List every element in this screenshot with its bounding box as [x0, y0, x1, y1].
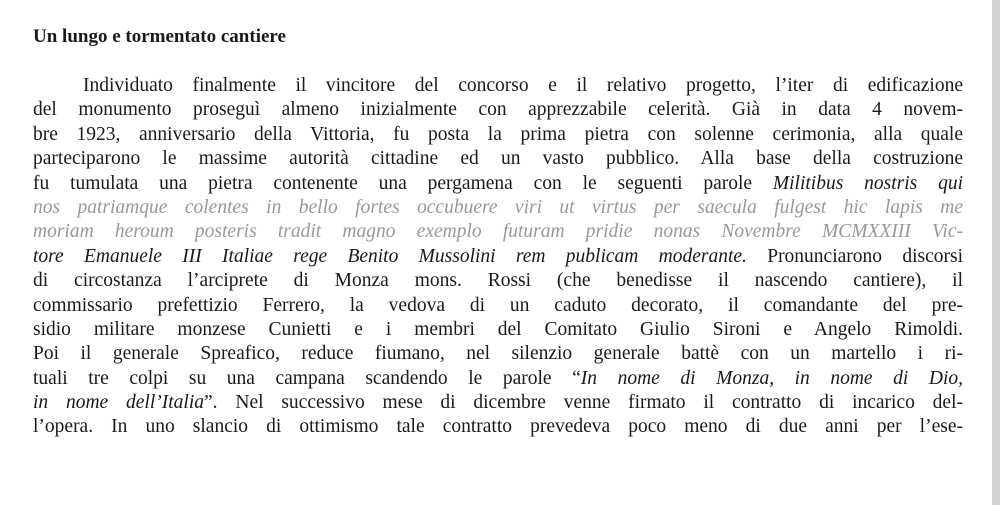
- text-line: [33, 391, 963, 415]
- text-run: fu tumulata una pietra contenente una pergamena con le seguenti parole: [33, 172, 773, 194]
- text-line: [33, 147, 963, 171]
- italic-text: In nome di Monza, in nome di Dio,: [580, 367, 963, 389]
- text-line: [33, 74, 963, 98]
- text-line: [33, 415, 963, 439]
- text-line: [33, 220, 963, 244]
- text-run: ”. Nel successivo mese di dicembre venne firmato il contratto di incarico del-: [204, 392, 963, 414]
- text-line: [33, 196, 963, 220]
- text-run: l’opera. In uno slancio di ottimismo tale contratto prevedeva poco meno di due anni per l’ese-: [33, 416, 963, 438]
- section-heading: Un lungo e tormentato cantiere: [33, 26, 286, 47]
- text-line: [33, 367, 963, 391]
- text-line: [33, 123, 963, 147]
- text-line: [33, 318, 963, 342]
- text-line: [33, 342, 963, 366]
- text-line: [33, 269, 963, 293]
- text-run: del monumento proseguì almeno inizialmente con apprezzabile celerità. Già in data 4 novem-: [33, 99, 963, 121]
- text-run: Individuato finalmente il vincitore del concorso e il relativo progetto, l’iter di edificazione: [83, 75, 963, 96]
- text-line: [33, 172, 963, 196]
- text-run: sidio militare monzese Cunietti e i membri del Comitato Giulio Sironi e Angelo Rimoldi.: [33, 318, 963, 340]
- italic-text: moriam heroum posteris tradit magno exemplo futuram pridie nonas Novembre MCMXXIII Vic-: [33, 221, 963, 243]
- text-run: Poi il generale Spreafico, reduce fiumano, nel silenzio generale battè con un martello i ri-: [33, 343, 963, 365]
- italic-text: nos patriamque colentes in bello fortes occubuere viri ut virtus per saecula fulgest hic lapis me: [33, 196, 963, 218]
- text-run: parteciparono le massime autorità cittadine ed un vasto pubblico. Alla base della costruzione: [33, 148, 963, 170]
- italic-text: tore Emanuele III Italiae rege Benito Mussolini rem publicam moderante.: [33, 245, 747, 267]
- body-paragraph: [33, 74, 963, 440]
- italic-text: Militibus nostris qui: [772, 172, 963, 194]
- text-run: commissario prefettizio Ferrero, la vedova di un caduto decorato, il comandante del pre-: [33, 294, 963, 316]
- text-line: [33, 294, 963, 318]
- text-run: Pronunciarono discorsi: [746, 245, 963, 267]
- text-line: [33, 98, 963, 122]
- text-line: [33, 245, 963, 269]
- text-run: bre 1923, anniversario della Vittoria, fu posta la prima pietra con solenne cerimonia, alla quale: [33, 123, 963, 145]
- text-run: tuali tre colpi su una campana scandendo le parole “: [33, 367, 581, 389]
- italic-text: in nome dell’Italia: [33, 392, 205, 414]
- text-run: di circostanza l’arciprete di Monza mons. Rossi (che benedisse il nascendo cantiere), il: [33, 270, 963, 292]
- page-edge: [992, 0, 1000, 505]
